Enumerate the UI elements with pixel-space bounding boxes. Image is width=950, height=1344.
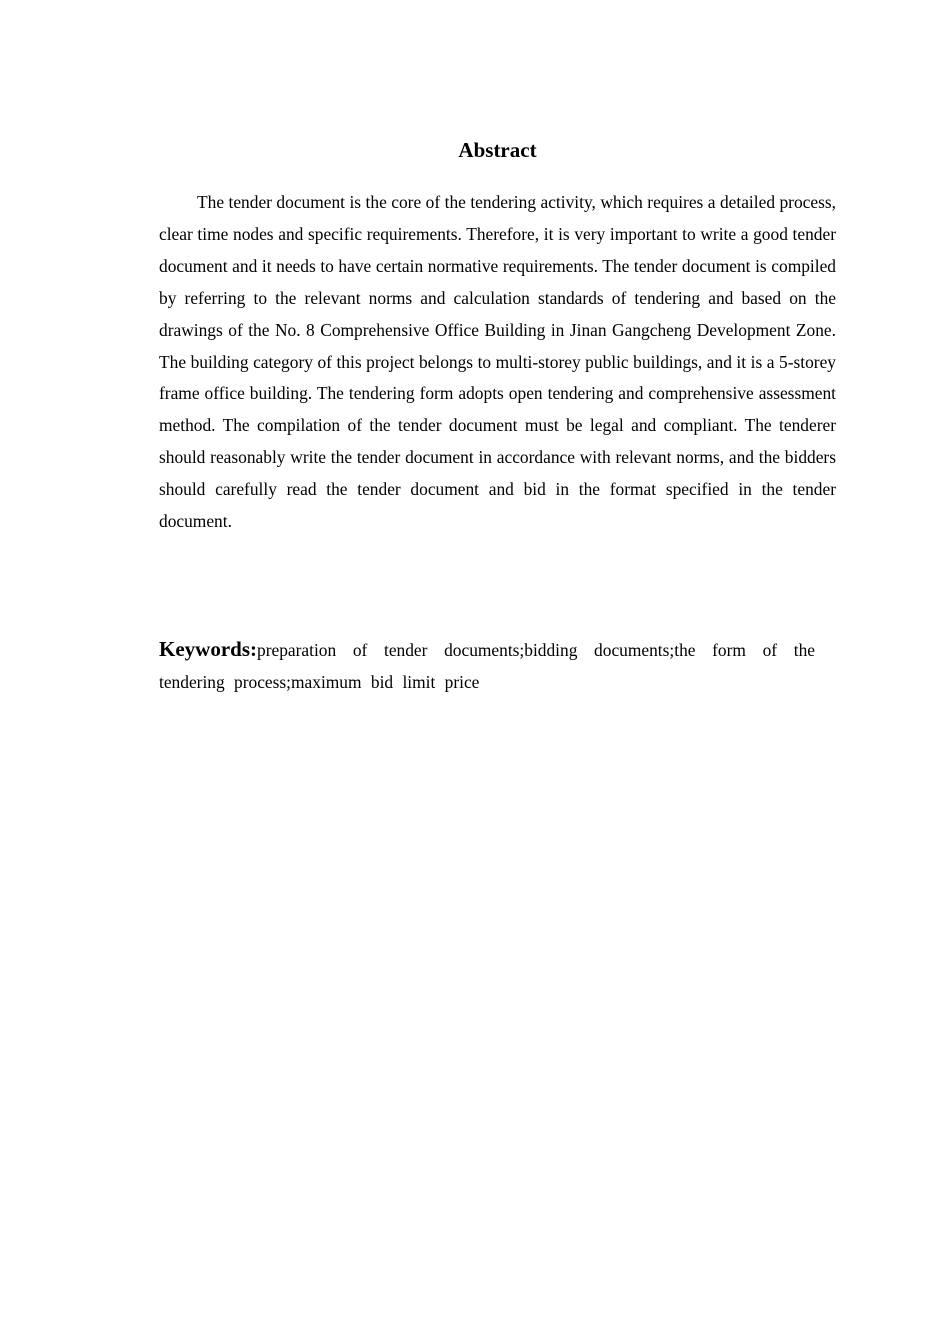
- keywords-text: preparation of tender documents;bidding documents;the form of the tendering process;maximum bid limit price: [159, 640, 815, 692]
- abstract-title: Abstract: [458, 138, 537, 162]
- keywords-section: [159, 633, 815, 698]
- abstract-body: The tender document is the core of the tendering activity, which requires a detailed process, clear time nodes and specific requirements. Therefore, it is very important to write a good tender document and it needs to have certain normative requirements. The tender document is compiled by referring to the relevant norms and calculation standards of tendering and based on the drawings of the No. 8 Comprehensive Office Building in Jinan Gangcheng Development Zone. The building category of this project belongs to multi-storey public buildings, and it is a 5-storey frame office building. The tendering form adopts open tendering and comprehensive assessment method. The compilation of the tender document must be legal and compliant. The tenderer should reasonably write the tender document in accordance with relevant norms, and the bidders should carefully read the tender document and bid in the format specified in the tender document.: [159, 192, 836, 532]
- keywords-label: Keywords:: [159, 637, 257, 661]
